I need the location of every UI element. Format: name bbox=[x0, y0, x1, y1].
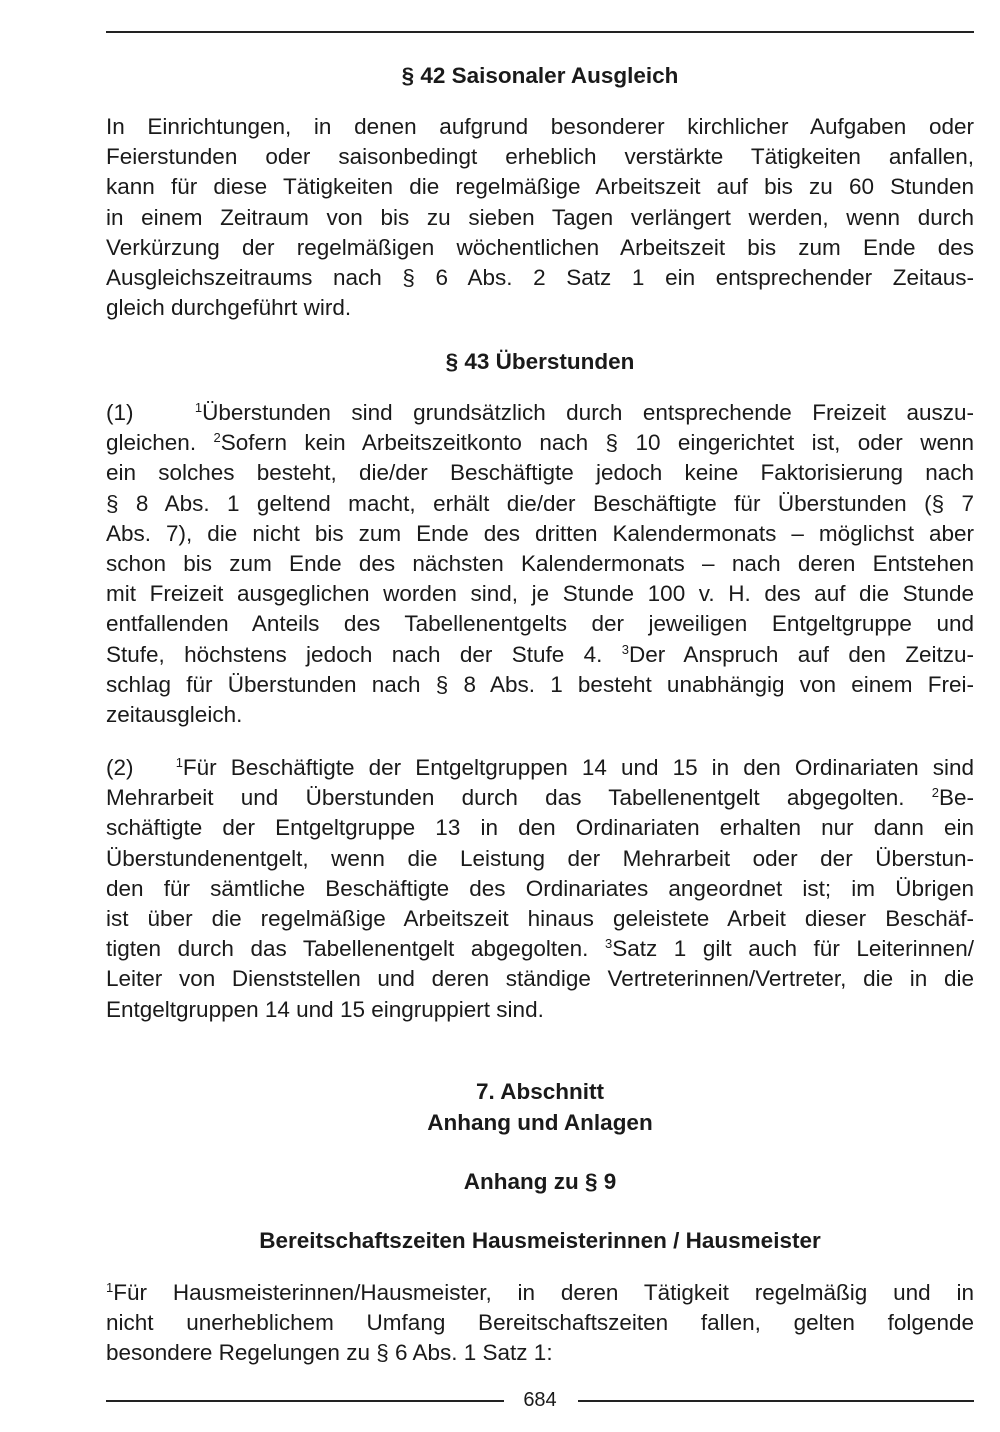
sentence-number: 3 bbox=[604, 936, 613, 952]
text-line: In Einrichtungen, in denen aufgrund besonderer kirchlicher Aufgaben oder bbox=[106, 114, 974, 139]
annex-subheading: Bereitschaftszeiten Hausmeisterinnen / Hausmeister bbox=[259, 1228, 821, 1253]
text-line: Abs. 7), die nicht bis zum Ende des dritten Kalendermonats – möglichst aber bbox=[106, 520, 974, 546]
text-line: Stufe, höchstens jedoch nach der Stufe 4. $^3$Der Anspruch auf den Zeitzu- bbox=[106, 641, 974, 667]
text-line: schon bis zum Ende des nächsten Kalendermonats – nach deren Entstehen bbox=[106, 551, 974, 577]
section-42-heading: § 42 Saisonaler Ausgleich bbox=[401, 63, 679, 88]
footer-rule-left bbox=[106, 1400, 504, 1402]
text-line: Verkürzung der regelmäßigen wöchentlichen Arbeitszeit bis zum Ende des bbox=[106, 234, 974, 260]
annex-paragraph bbox=[106, 1278, 974, 1369]
text-line: Feierstunden oder saisonbedingt erheblich verstärkte Tätigkeiten anfallen, bbox=[106, 144, 974, 170]
text-line: Entgeltgruppen 14 und 15 eingruppiert sind. bbox=[106, 996, 544, 1022]
text-line: gleichen. $^2$Sofern kein Arbeitszeitkonto nach § 10 eingerichtet ist, oder wenn bbox=[106, 430, 974, 456]
text-line: Überstundenentgelt, wenn die Leistung der Mehrarbeit oder der Überstun- bbox=[106, 845, 974, 871]
text-line: besondere Regelungen zu § 6 Abs. 1 Satz 1: bbox=[106, 1340, 553, 1366]
text-line: Mehrarbeit und Überstunden durch das Tabellenentgelt abgegolten. $^2$Be- bbox=[106, 785, 974, 811]
sentence-number: 1 bbox=[194, 400, 203, 415]
section-43-paragraph-2 bbox=[106, 753, 974, 1025]
sentence-number: 1 bbox=[175, 755, 183, 770]
text-line: (1) $^1$Überstunden sind grundsätzlich durch entsprechende Freizeit auszu- bbox=[106, 400, 974, 425]
text-line: gleich durchgeführt wird. bbox=[106, 295, 352, 321]
text-line: kann für diese Tätigkeiten die regelmäßige Arbeitszeit auf bis zu 60 Stunden bbox=[106, 174, 974, 200]
paragraph-number: (2) bbox=[106, 755, 134, 780]
text-line: zeitausgleich. bbox=[106, 702, 243, 728]
page-number: 684 bbox=[523, 1389, 557, 1411]
text-line: in einem Zeitraum von bis zu sieben Tagen verlängert werden, wenn durch bbox=[106, 204, 974, 230]
sentence-number: 1 bbox=[106, 1280, 114, 1295]
text-line: Ausgleichszeitraums nach § 6 Abs. 2 Satz 1 ein entsprechender Zeitaus- bbox=[106, 265, 974, 291]
chapter-7-heading: 7. Abschnitt bbox=[476, 1079, 604, 1104]
text-line: $^1$Für Hausmeisterinnen/Hausmeister, in deren Tätigkeit regelmäßig und in bbox=[106, 1280, 974, 1305]
top-rule bbox=[106, 31, 974, 33]
text-line: entfallenden Anteils des Tabellenentgelts der jeweiligen Entgeltgruppe und bbox=[106, 611, 974, 637]
text-line: ist über die regelmäßige Arbeitszeit hinaus geleistete Arbeit dieser Beschäf- bbox=[106, 906, 974, 932]
text-line: ein solches besteht, die/der Beschäftigte jedoch keine Faktorisierung nach bbox=[106, 460, 974, 486]
section-43-paragraph-1 bbox=[106, 398, 974, 730]
paragraph-number: (1) bbox=[106, 400, 134, 425]
section-42-text bbox=[106, 112, 974, 323]
sentence-number: 2 bbox=[931, 785, 939, 801]
sentence-number: 2 bbox=[213, 430, 221, 446]
text-line: Leiter von Dienststellen und deren ständige Vertreterinnen/Vertreter, die in die bbox=[106, 966, 974, 992]
sentence-number: 3 bbox=[621, 641, 629, 657]
annex-heading: Anhang zu § 9 bbox=[463, 1169, 617, 1194]
text-line: schlag für Überstunden nach § 8 Abs. 1 besteht unabhängig von einem Frei- bbox=[106, 671, 974, 697]
text-line: § 8 Abs. 1 geltend macht, erhält die/der Beschäftigte für Überstunden (§ 7 bbox=[106, 490, 974, 516]
text-line: schäftigte der Entgeltgruppe 13 in den Ordinariaten erhalten nur dann ein bbox=[106, 815, 974, 841]
chapter-7-subheading: Anhang und Anlagen bbox=[427, 1110, 653, 1135]
section-43-heading: § 43 Überstunden bbox=[445, 349, 635, 374]
text-line: tigten durch das Tabellenentgelt abgegolten. $^3$Satz 1 gilt auch für Leiterinnen/ bbox=[106, 936, 974, 962]
text-line: den für sämtliche Beschäftigte des Ordinariates angeordnet ist; im Übrigen bbox=[106, 875, 974, 901]
text-line: nicht unerheblichem Umfang Bereitschaftszeiten fallen, gelten folgende bbox=[106, 1310, 974, 1336]
text-line: mit Freizeit ausgeglichen worden sind, je Stunde 100 v. H. des auf die Stunde bbox=[106, 581, 974, 607]
footer-rule-right bbox=[578, 1400, 974, 1402]
text-line: (2) $^1$Für Beschäftigte der Entgeltgruppen 14 und 15 in den Ordinariaten sind bbox=[106, 755, 974, 780]
